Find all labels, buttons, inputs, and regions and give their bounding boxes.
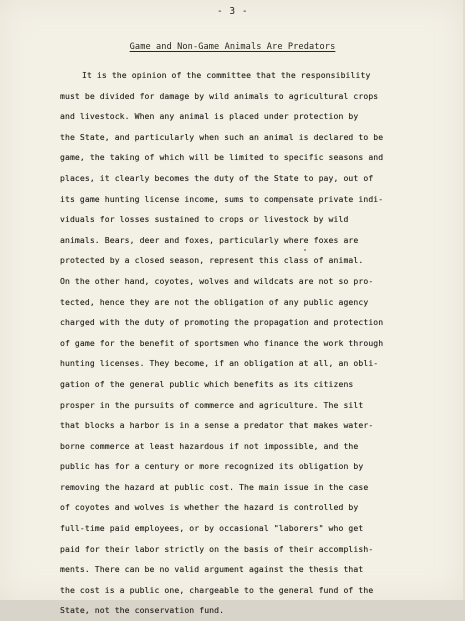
text-line: game, the taking of which will be limited to specific seasons and (60, 152, 384, 163)
text-line: charged with the duty of promoting the propagation and protection (60, 317, 384, 328)
text-line: and livestock. When any animal is placed under protection by (60, 111, 359, 122)
section-heading: Game and Non-Game Animals Are Predators (129, 42, 336, 52)
text-line: the State, and particularly when such an animal is declared to be (60, 131, 384, 142)
text-line: public has for a century or more recognized its obligation by (60, 461, 364, 472)
text-line: full-time paid employees, or by occasional "laborers" who get (60, 523, 364, 534)
text-line: its game hunting license income, sums to compensate private indi- (60, 193, 384, 204)
text-line: protected by a closed season, represent this class of animal. (60, 255, 364, 266)
text-line: gation of the general public which benefits as its citizens (60, 378, 354, 389)
text-line: State, not the conservation fund. (60, 605, 225, 616)
text-line: hunting licenses. They become, if an obligation at all, an obli- (60, 358, 379, 369)
text-line: animals. Bears, deer and foxes, particularly where foxes are (60, 234, 359, 245)
text-line: that blocks a harbor is in a sense a predator that makes water- (60, 420, 374, 431)
text-line: paid for their labor strictly on the basis of their accomplish- (60, 543, 374, 554)
text-line: the cost is a public one, chargeable to the general fund of the (60, 584, 374, 595)
text-line: prosper in the pursuits of commerce and agriculture. The silt (60, 399, 364, 410)
page-number: - 3 - (216, 6, 249, 17)
ink-speck (304, 249, 306, 251)
text-line: On the other hand, coyotes, wolves and wildcats are not so pro- (60, 275, 374, 286)
text-line: places, it clearly becomes the duty of the State to pay, out of (60, 172, 374, 183)
text-line: removing the hazard at public cost. The main issue in the case (60, 481, 369, 492)
text-line: must be divided for damage by wild animals to agricultural crops (60, 90, 379, 101)
text-line: viduals for losses sustained to crops or livestock by wild (60, 214, 349, 225)
text-line: of coyotes and wolves is whether the hazard is controlled by (60, 502, 359, 513)
body-paragraph (60, 65, 445, 621)
text-line: tected, hence they are not the obligation of any public agency (60, 296, 369, 307)
text-line: ments. There can be no valid argument against the thesis that (60, 564, 364, 575)
text-line: It is the opinion of the committee that the responsibility (82, 70, 371, 80)
text-line: borne commerce at least hazardous if not impossible, and the (60, 440, 359, 451)
text-line: of game for the benefit of sportsmen who finance the work through (60, 337, 384, 348)
